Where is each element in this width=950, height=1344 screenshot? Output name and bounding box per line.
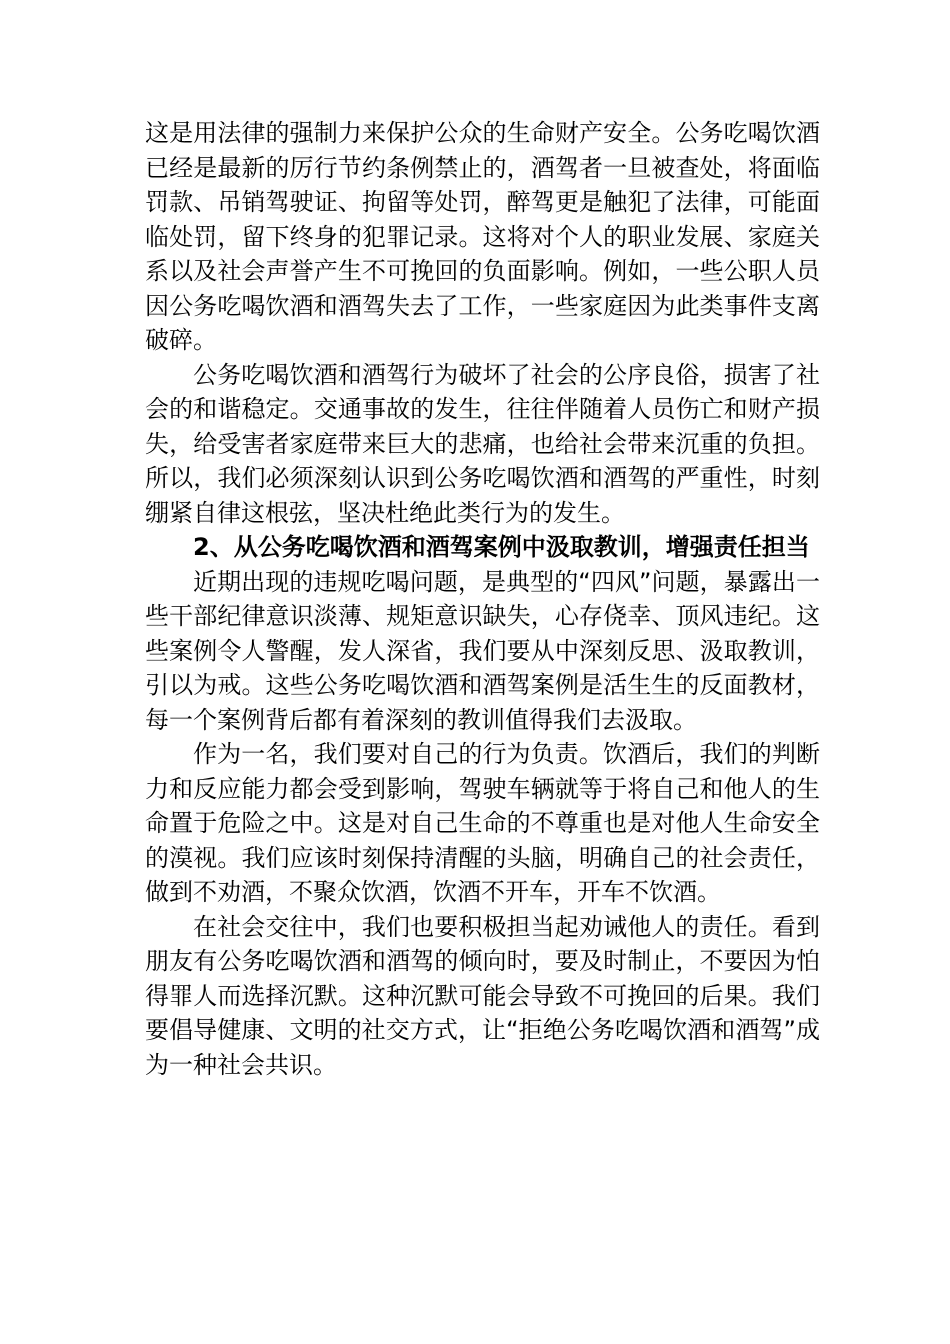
paragraph-social-duty: 在社会交往中，我们也要积极担当起劝诫他人的责任。看到朋友有公务吃喝饮酒和酒驾的倾向时，要及时制止，不要因为怕得罪人而选择沉默。这种沉默可能会导致不可挽回的后果。我们要倡导健康、文明的社交方式，让“拒绝公务吃喝饮酒和酒驾”成为一种社会共识。: [145, 912, 820, 1079]
section-heading: 2、从公务吃喝饮酒和酒驾案例中汲取教训，增强责任担当: [193, 533, 810, 561]
paragraph-case-lessons: 近期出现的违规吃喝问题，是典型的“四风”问题，暴露出一些干部纪律意识淡薄、规矩意识缺失，心存侥幸、顶风违纪。这些案例令人警醒，发人深省，我们要从中深刻反思、汲取教训，引以为戒。这些公务吃喝饮酒和酒驾案例是活生生的反面教材，每一个案例背后都有着深刻的教训值得我们去汲取。: [145, 567, 820, 734]
paragraph-social-harm: 公务吃喝饮酒和酒驾行为破坏了社会的公序良俗，损害了社会的和谐稳定。交通事故的发生，往往伴随着人员伤亡和财产损失，给受害者家庭带来巨大的悲痛，也给社会带来沉重的负担。所以，我们必须深刻认识到公务吃喝饮酒和酒驾的严重性，时刻绷紧自律这根弦，坚决杜绝此类行为的发生。: [145, 360, 820, 527]
paragraph-personal-responsibility: 作为一名，我们要对自己的行为负责。饮酒后，我们的判断力和反应能力都会受到影响，驾驶车辆就等于将自己和他人的生命置于危险之中。这是对自己生命的不尊重也是对他人生命安全的漠视。我们应该时刻保持清醒的头脑，明确自己的社会责任，做到不劝酒，不聚众饮酒，饮酒不开车，开车不饮酒。: [145, 740, 820, 906]
document-body: [145, 116, 820, 1082]
paragraph-legal-consequences: 这是用法律的强制力来保护公众的生命财产安全。公务吃喝饮酒已经是最新的厉行节约条例禁止的，酒驾者一旦被查处，将面临罚款、吊销驾驶证、拘留等处罚，醉驾更是触犯了法律，可能面临处罚，留下终身的犯罪记录。这将对个人的职业发展、家庭关系以及社会声誉产生不可挽回的负面影响。例如，一些公职人员因公务吃喝饮酒和酒驾失去了工作，一些家庭因为此类事件支离破碎。: [145, 119, 820, 354]
